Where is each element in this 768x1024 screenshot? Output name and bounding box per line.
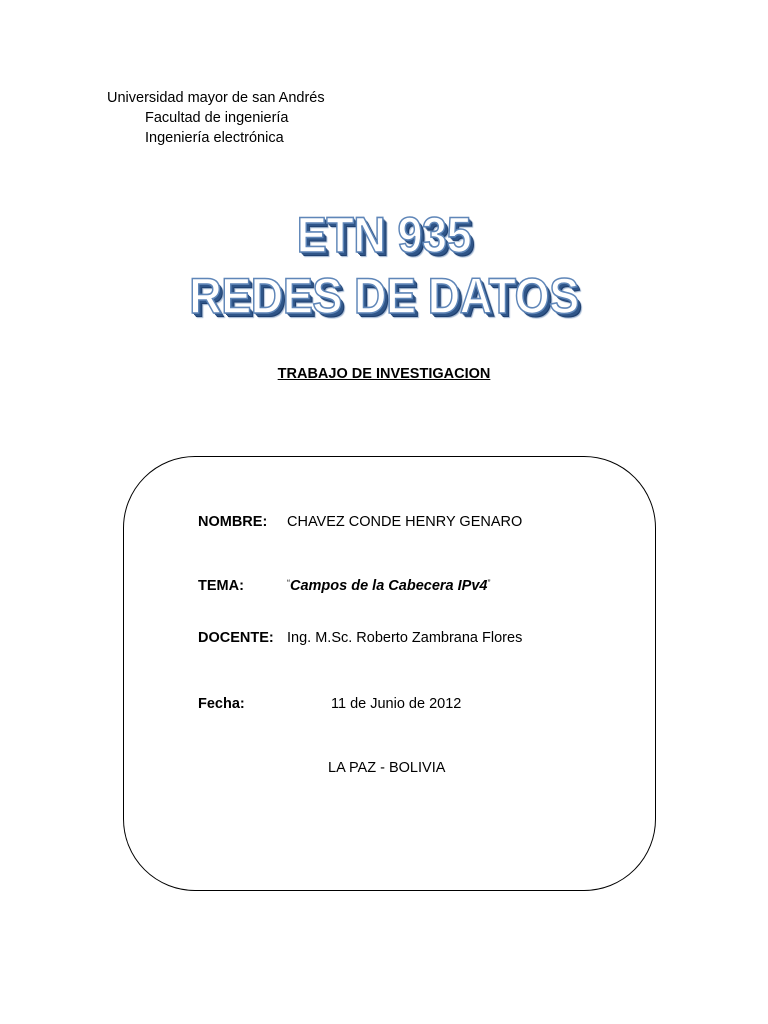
tema-value: Campos de la Cabecera IPv4 [290, 578, 488, 594]
faculty-name: Facultad de ingeniería [145, 110, 289, 126]
fecha-label: Fecha: [198, 696, 245, 712]
document-subtitle: TRABAJO DE INVESTIGACION [277, 366, 491, 382]
fecha-value: 11 de Junio de 2012 [331, 696, 462, 712]
nombre-value: CHAVEZ CONDE HENRY GENARO [287, 514, 523, 530]
docente-value: Ing. M.Sc. Roberto Zambrana Flores [287, 630, 523, 646]
docente-label: DOCENTE: [198, 630, 274, 646]
tema-open-quote: “ [287, 578, 290, 588]
tema-value-group [287, 578, 490, 594]
department-name: Ingeniería electrónica [145, 130, 284, 146]
course-code-title: ETN 935 [296, 207, 472, 263]
place-text: LA PAZ - BOLIVIA [328, 760, 446, 776]
nombre-label: NOMBRE: [198, 514, 268, 530]
tema-label: TEMA: [198, 578, 244, 594]
tema-close-quote: ” [487, 578, 491, 588]
university-name: Universidad mayor de san Andrés [107, 90, 325, 106]
course-name-title: REDES DE DATOS [189, 268, 579, 324]
